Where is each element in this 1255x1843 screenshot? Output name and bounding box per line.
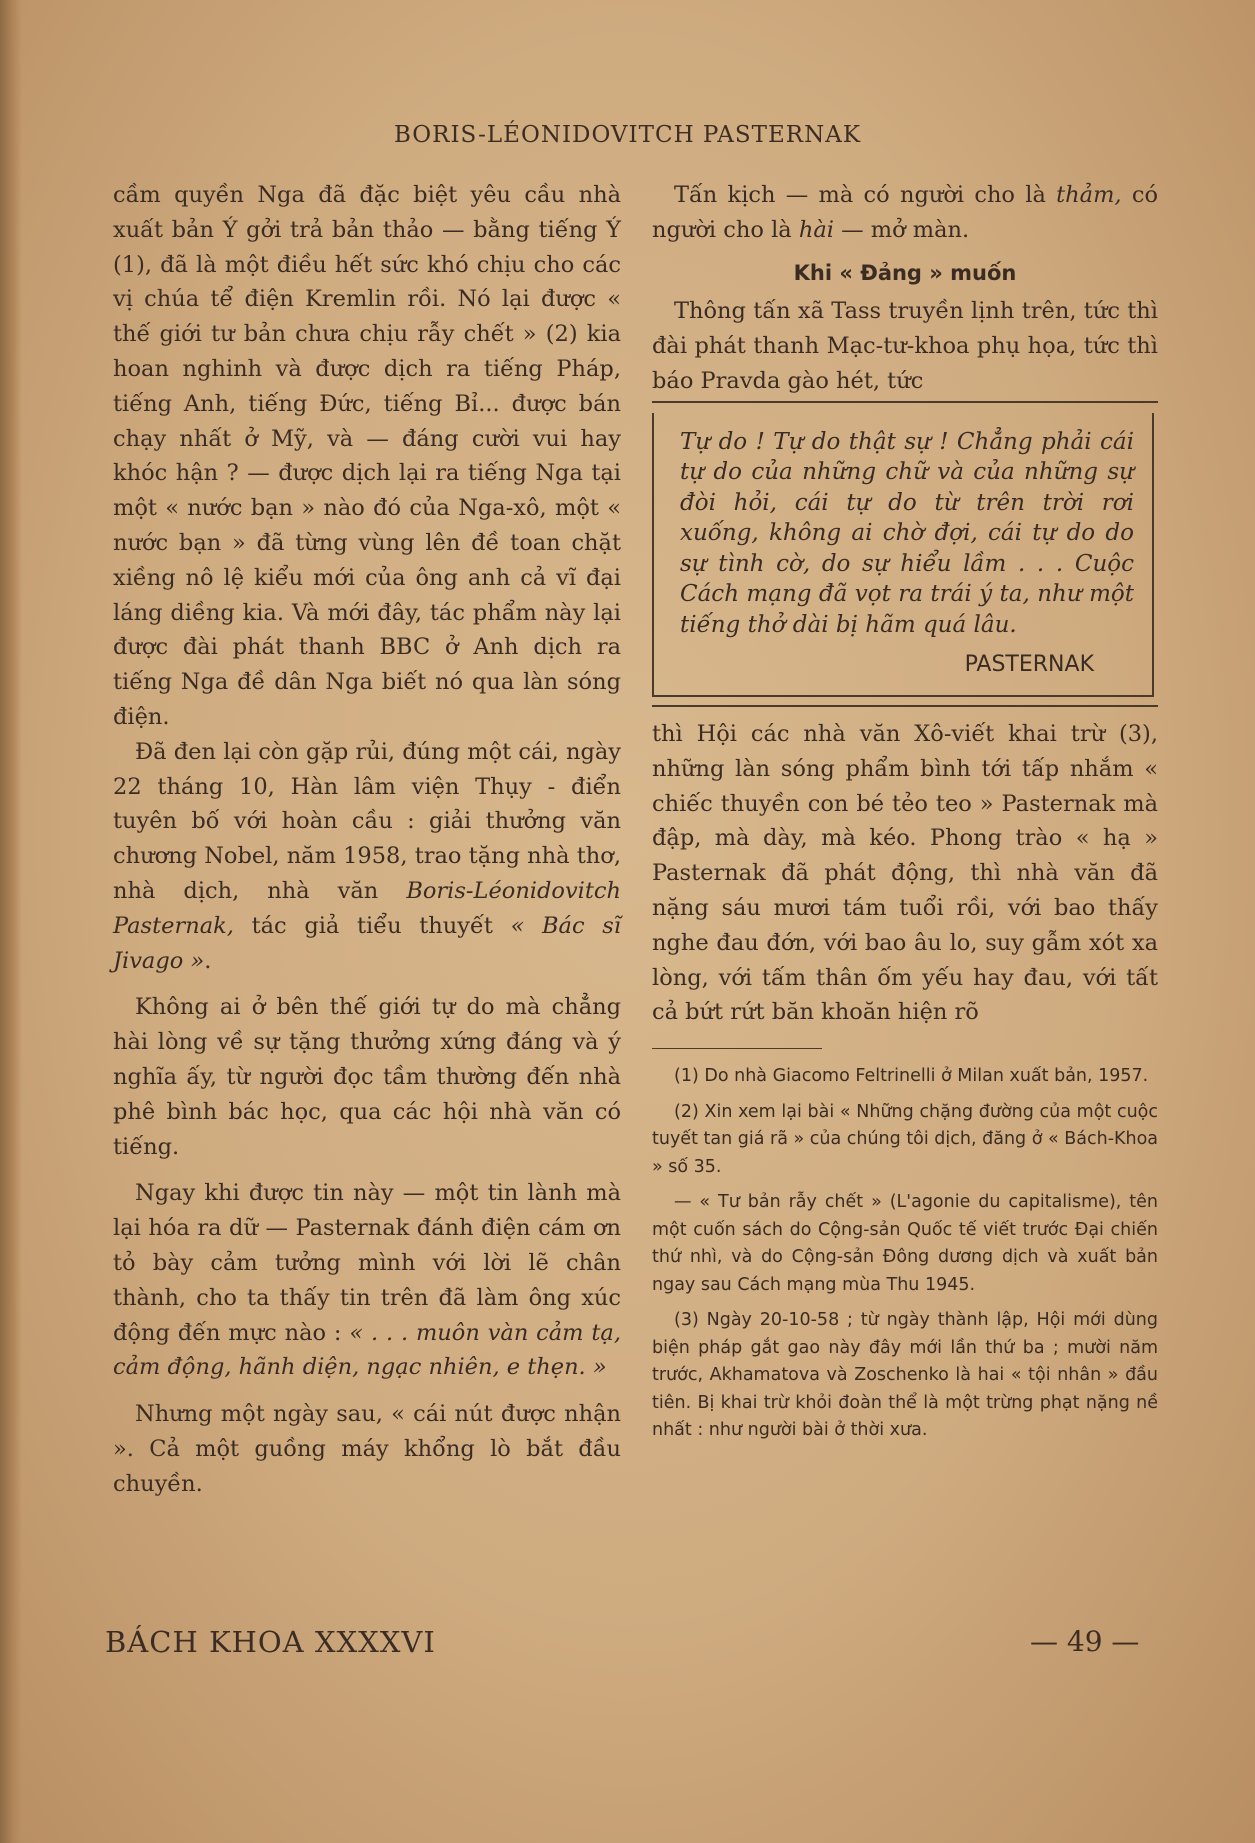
telegram-quote: « . . . muôn vàn cảm tạ, cảm động, hãnh diện, ngạc nhiên, e thẹn. » — [113, 1319, 621, 1381]
footnote-2: (2) Xin xem lại bài « Những chặng đường của một cuộc tuyết tan giá rã » của chúng tôi dịch, đăng ở « Bách-Khoa » số 35. — [652, 1101, 1159, 1177]
right-paragraph-2: Thông tấn xã Tass truyền lịnh trên, tức thì đài phát thanh Mạc-tư-khoa phụ họa, tức thì báo Pravda gào hét, tức — [652, 298, 1158, 394]
author-name: Boris-Léonidovitch Pasternak, — [113, 877, 621, 939]
quote-bottom-rule — [652, 705, 1158, 707]
page-number: — 49 — — [1030, 1625, 1140, 1658]
pasternak-quote: Tự do ! Tự do thật sự ! Chẳng phải cái tự do của những chữ và của những sự đòi hỏi, cái tự do từ trên trời rơi xuống, không ai chờ đợi, cái tự do do sự tình cờ, do sự hiểu lầm . . . Cuộc Cách mạng đã vọt ra trái ý ta, như một tiếng thở dài bị hãm quá lâu. — [680, 428, 1134, 638]
footnote-divider — [652, 1048, 822, 1049]
footnotes — [652, 1063, 1158, 1445]
right-paragraph-1: Tấn kịch — mà có người cho là thảm, có người cho là hài — mở màn. — [652, 182, 1158, 243]
novel-title: « Bác sĩ Jivago » — [113, 912, 621, 974]
right-paragraph-3: thì Hội các nhà văn Xô-viết khai trừ (3), những làn sóng phẩm bình tới tấp nhắm « chiếc thuyền con bé tẻo teo » Pasternak mà đập, mà dày, mà kéo. Phong trào « hạ » Pasternak đã phát động, thì nhà văn đã nặng sáu mươi tám tuổi rồi, với bao thấy nghe đau đớn, với bao âu lo, suy gẫm xót xa lòng, với tấm thân ốm yếu hay đau, với tất cả bứt rứt băn khoăn hiện rõ — [652, 721, 1158, 1026]
section-subheading: Khi « Đảng » muốn — [793, 260, 1017, 285]
page-edge-shadow — [0, 0, 22, 1843]
footnote-2-continued: — « Tư bản rẫy chết » (L'agonie du capitalisme), tên một cuốn sách do Cộng-sản Quốc tế viết trước Đại chiến thứ nhì, và do Cộng-sản Đông dương dịch và xuất bản ngay sau Cách mạng mùa Thu 1945. — [652, 1192, 1158, 1295]
left-paragraph-4: Ngay khi được tin này — một tin lành mà lại hóa ra dữ — Pasternak đánh điện cám ơn tỏ bày cảm tưởng mình với lời lẽ chân thành, cho ta thấy tin trên đã làm ông xúc động đến mực nào : « . . . muôn vàn cảm tạ, cảm động, hãnh diện, ngạc nhiên, e thẹn. » — [113, 1180, 621, 1381]
left-paragraph-5: Nhưng một ngày sau, « cái nút được nhận ». Cả một guồng máy khổng lò bắt đầu chuyền. — [113, 1401, 621, 1497]
left-paragraph-3: Không ai ở bên thế giới tự do mà chẳng hài lòng về sự tặng thưởng xứng đáng và ý nghĩa ấy, từ người đọc tầm thường đến nhà phê bình bác học, qua các hội nhà văn có tiếng. — [113, 994, 621, 1160]
quote-top-rule — [652, 401, 1158, 403]
running-head: BORIS-LÉONIDOVITCH PASTERNAK — [393, 122, 862, 148]
footnote-3: (3) Ngày 20-10-58 ; từ ngày thành lập, Hội mới dùng biện pháp gắt gao này đây mới lần thứ ba ; mười năm trước, Akhamatova và Zoschenko là hai « tội nhân » đầu tiên. Bị khai trừ khỏi đoàn thể là một trừng phạt nặng nề nhất : như người bài ở thời xưa. — [652, 1310, 1158, 1441]
left-paragraph-2: Đã đen lại còn gặp rủi, đúng một cái, ngày 22 tháng 10, Hàn lâm viện Thụy - điển tuyên bố với hoàn cầu : giải thưởng văn chương Nobel, năm 1958, trao tặng nhà thơ, nhà dịch, nhà văn Boris-Léonidovitch Pasternak, tác giả tiểu thuyết « Bác sĩ Jivago ». — [113, 738, 621, 974]
magazine-footer: BÁCH KHOA XXXXVI — [105, 1625, 436, 1659]
left-column — [113, 178, 621, 1501]
left-paragraph-1: cầm quyền Nga đã đặc biệt yêu cầu nhà xuất bản Ý gởi trả bản thảo — bằng tiếng Ý (1), đã là một điều hết sức khó chịu cho các vị chúa tể điện Kremlin rồi. Nó lại được « thế giới tư bản chưa chịu rẫy chết » (2) kia hoan nghinh và được dịch ra tiếng Pháp, tiếng Anh, tiếng Đức, tiếng Bỉ... được bán chạy nhất ở Mỹ, và — đáng cười vui hay khóc hận ? — được dịch lại ra tiếng Nga tại một « nước bạn » nào đó của Nga-xô, một « nước bạn » đã từng vùng lên đề toan chặt xiềng nô lệ kiểu mới của ông anh cả vĩ đại láng diềng kia. Và mới đây, tác phẩm này lại được đài phát thanh BBC ở Anh dịch ra tiếng Nga đề dân Nga biết nó qua làn sóng điện. — [113, 182, 621, 730]
quote-box — [652, 413, 1154, 697]
footnote-1: (1) Do nhà Giacomo Feltrinelli ở Milan xuất bản, 1957. — [674, 1066, 1149, 1087]
quote-author: PASTERNAK — [964, 652, 1094, 678]
right-column — [652, 178, 1158, 1453]
